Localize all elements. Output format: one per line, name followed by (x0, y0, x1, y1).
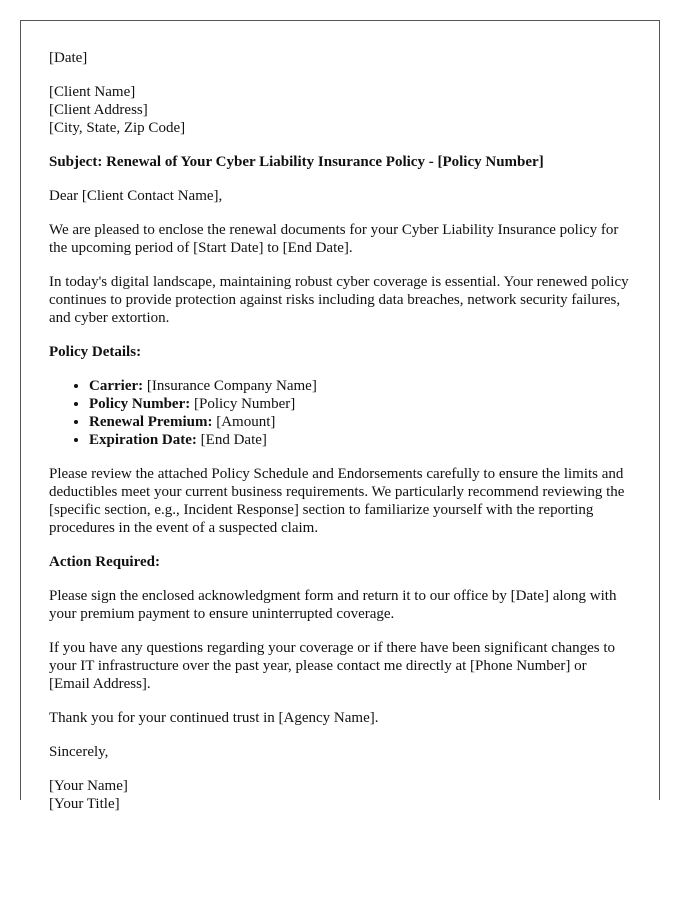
paragraph-coverage: In today's digital landscape, maintaining robust cyber coverage is essential. Your renewed policy continues to provide protection against risks including data breaches, network security failures, and cyber extortion. (49, 274, 629, 326)
letter-page (20, 20, 660, 812)
signature-block (49, 777, 631, 813)
paragraph-review: Please review the attached Policy Schedule and Endorsements carefully to ensure the limits and deductibles meet your current business requirements. We particularly recommend reviewing the [specific section, e.g., Incident Response] section to familiarize yourself with the reporting procedures in the event of a suspected claim. (49, 466, 625, 536)
letter-subject: Subject: Renewal of Your Cyber Liability Insurance Policy - [Policy Number] (49, 154, 544, 170)
client-address-block (49, 83, 631, 137)
paragraph-contact: If you have any questions regarding your coverage or if there have been significant changes to your IT infrastructure over the past year, please contact me directly at [Phone Number] or [Email Address]. (49, 640, 616, 692)
action-required-heading: Action Required: (49, 554, 160, 570)
policy-detail-label: Carrier: (89, 378, 144, 394)
policy-detail-value: [Policy Number] (190, 396, 296, 412)
signature-title: [Your Title] (49, 796, 120, 812)
policy-detail-policy-number (89, 395, 631, 413)
policy-details-list (49, 377, 631, 449)
policy-detail-renewal-premium (89, 413, 631, 431)
letter-salutation: Dear [Client Contact Name], (49, 188, 223, 204)
paragraph-thanks: Thank you for your continued trust in [Agency Name]. (49, 710, 379, 726)
paragraph-enclosure: We are pleased to enclose the renewal documents for your Cyber Liability Insurance policy for the upcoming period of [Start Date] to [End Date]. (49, 222, 619, 256)
policy-detail-value: [Amount] (212, 414, 276, 430)
policy-detail-label: Renewal Premium: (89, 414, 213, 430)
client-name: [Client Name] (49, 84, 136, 100)
policy-detail-value: [Insurance Company Name] (143, 378, 317, 394)
paragraph-action: Please sign the enclosed acknowledgment form and return it to our office by [Date] along with your premium payment to ensure uninterrupted coverage. (49, 588, 617, 622)
policy-detail-label: Policy Number: (89, 396, 191, 412)
policy-detail-carrier (89, 377, 631, 395)
letter-closing: Sincerely, (49, 744, 109, 760)
policy-detail-label: Expiration Date: (89, 432, 197, 448)
policy-detail-expiration-date (89, 431, 631, 449)
policy-details-heading: Policy Details: (49, 344, 142, 360)
client-address: [Client Address] (49, 102, 148, 118)
letter-date: [Date] (49, 50, 88, 66)
policy-detail-value: [End Date] (196, 432, 267, 448)
letter-body (21, 21, 659, 813)
signature-name: [Your Name] (49, 778, 128, 794)
client-city-state-zip: [City, State, Zip Code] (49, 120, 186, 136)
